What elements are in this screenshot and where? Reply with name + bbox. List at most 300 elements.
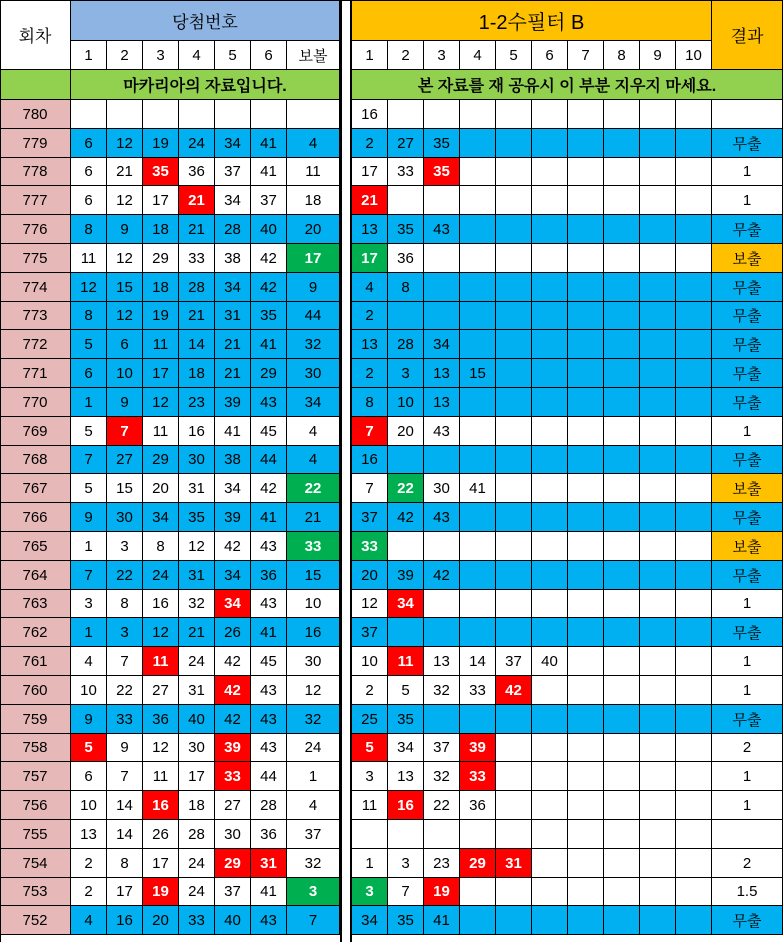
filter-number-cell: [640, 791, 676, 820]
filter-number-cell: [640, 359, 676, 388]
filter-number-cell: [568, 244, 604, 273]
bonus-number-cell: 1: [287, 762, 340, 791]
winning-number-cell: 7: [107, 762, 143, 791]
filter-number-cell: 10: [352, 647, 388, 676]
banner-left: 마카리아의 자료입니다.: [71, 70, 340, 100]
filter-number-cell: [640, 330, 676, 359]
winning-number-cell: 22: [107, 676, 143, 705]
filter-number-cell: [604, 100, 640, 129]
filter-number-cell: [604, 647, 640, 676]
winning-number-cell: 17: [107, 878, 143, 906]
winning-number-cell: 24: [179, 129, 215, 158]
winning-number-cell: 39: [215, 388, 251, 417]
round-cell: 768: [0, 446, 71, 474]
winning-number-cell: [215, 100, 251, 129]
filter-number-cell: [496, 215, 532, 244]
filter-number-cell: [676, 129, 712, 158]
filter-number-cell: 1: [352, 849, 388, 878]
winning-number-cell: 39: [215, 734, 251, 762]
filter-number-cell: [640, 849, 676, 878]
result-cell: 무출: [712, 330, 783, 359]
filter-number-cell: [568, 590, 604, 618]
round-cell: 760: [0, 676, 71, 705]
filter-number-cell: 37: [496, 647, 532, 676]
filter-number-cell: 11: [388, 647, 424, 676]
winning-number-cell: 20: [143, 474, 179, 503]
filter-number-cell: [568, 705, 604, 734]
round-cell: 759: [0, 705, 71, 734]
winning-number-cell: 18: [143, 273, 179, 302]
winning-number-cell: 8: [143, 532, 179, 561]
filter-number-cell: 23: [424, 849, 460, 878]
filter-number-cell: [532, 330, 568, 359]
winning-number-cell: 24: [179, 878, 215, 906]
filter-number-cell: [496, 359, 532, 388]
winning-number-cell: 11: [143, 330, 179, 359]
filter-number-cell: [604, 618, 640, 647]
filter-number-cell: [460, 590, 496, 618]
winning-number-cell: 12: [143, 618, 179, 647]
filter-col-header: 3: [424, 41, 460, 70]
filter-number-cell: [496, 503, 532, 532]
filter-col-header: 2: [388, 41, 424, 70]
filter-number-cell: [532, 532, 568, 561]
filter-number-cell: [460, 705, 496, 734]
filter-number-cell: [424, 302, 460, 330]
winning-number-cell: 30: [107, 503, 143, 532]
filter-number-cell: 13: [352, 330, 388, 359]
winning-number-cell: 17: [143, 186, 179, 215]
winning-number-cell: 37: [215, 878, 251, 906]
filter-col-header: 9: [640, 41, 676, 70]
filter-number-cell: [568, 676, 604, 705]
filter-number-cell: [676, 215, 712, 244]
result-cell: 1: [712, 676, 783, 705]
result-cell: 1: [712, 791, 783, 820]
filter-number-cell: [676, 359, 712, 388]
winning-number-cell: 34: [215, 474, 251, 503]
winning-number-cell: 30: [215, 820, 251, 849]
filter-number-cell: 43: [424, 215, 460, 244]
filter-number-cell: [568, 820, 604, 849]
winning-number-cell: 35: [251, 302, 287, 330]
winning-number-cell: 43: [251, 590, 287, 618]
winning-number-cell: 12: [107, 302, 143, 330]
winning-number-cell: 41: [251, 158, 287, 186]
winning-number-cell: 42: [215, 647, 251, 676]
winning-number-cell: 21: [179, 618, 215, 647]
winning-number-cell: 26: [143, 820, 179, 849]
filter-number-cell: [676, 791, 712, 820]
filter-number-cell: [496, 273, 532, 302]
filter-number-cell: [604, 906, 640, 935]
filter-number-cell: [496, 878, 532, 906]
filter-number-cell: [568, 100, 604, 129]
filter-number-cell: [460, 417, 496, 446]
filter-col-header: 1: [352, 41, 388, 70]
winning-number-cell: 3: [71, 590, 107, 618]
winning-number-cell: 44: [251, 446, 287, 474]
filter-number-cell: 34: [424, 330, 460, 359]
filter-number-cell: [532, 762, 568, 791]
filter-number-cell: [676, 618, 712, 647]
round-cell: 766: [0, 503, 71, 532]
winning-number-cell: 38: [215, 446, 251, 474]
winning-number-cell: 6: [107, 330, 143, 359]
round-cell: 772: [0, 330, 71, 359]
filter-number-cell: [568, 762, 604, 791]
winning-number-cell: 28: [179, 273, 215, 302]
filter-number-cell: 27: [388, 129, 424, 158]
winning-number-cell: 7: [107, 647, 143, 676]
filter-number-cell: [532, 474, 568, 503]
filter-number-cell: [640, 244, 676, 273]
filter-number-cell: 3: [388, 849, 424, 878]
winning-number-cell: 30: [179, 734, 215, 762]
filter-number-cell: 17: [352, 158, 388, 186]
result-cell: 2: [712, 734, 783, 762]
round-cell: 764: [0, 561, 71, 590]
round-cell: 780: [0, 100, 71, 129]
filter-number-cell: [496, 791, 532, 820]
filter-number-cell: 32: [424, 676, 460, 705]
filter-number-cell: [604, 676, 640, 705]
filter-number-cell: [568, 532, 604, 561]
filter-number-cell: [604, 705, 640, 734]
winning-col-header: 2: [107, 41, 143, 70]
filter-number-cell: [676, 100, 712, 129]
winning-number-cell: 41: [251, 878, 287, 906]
filter-number-cell: [460, 561, 496, 590]
bonus-number-cell: 4: [287, 417, 340, 446]
filter-number-cell: 37: [424, 734, 460, 762]
round-cell: 770: [0, 388, 71, 417]
filter-number-cell: 7: [352, 474, 388, 503]
filter-number-cell: [676, 503, 712, 532]
filter-number-cell: [676, 676, 712, 705]
winning-number-cell: 33: [179, 906, 215, 935]
filter-number-cell: [532, 561, 568, 590]
result-cell: 무출: [712, 503, 783, 532]
bonus-number-cell: 7: [287, 906, 340, 935]
filter-number-cell: [604, 244, 640, 273]
filter-number-cell: 34: [352, 906, 388, 935]
filter-number-cell: [568, 734, 604, 762]
round-cell: 777: [0, 186, 71, 215]
filter-number-cell: [460, 186, 496, 215]
filter-number-cell: 28: [388, 330, 424, 359]
filter-number-cell: [388, 302, 424, 330]
filter-number-cell: [424, 705, 460, 734]
filter-number-cell: [568, 446, 604, 474]
filter-number-cell: [568, 417, 604, 446]
winning-number-cell: 43: [251, 734, 287, 762]
round-cell: 776: [0, 215, 71, 244]
filter-number-cell: [532, 734, 568, 762]
winning-number-cell: 36: [251, 561, 287, 590]
winning-number-cell: 24: [179, 647, 215, 676]
filter-number-cell: 16: [352, 446, 388, 474]
filter-number-cell: [388, 532, 424, 561]
filter-number-cell: [676, 330, 712, 359]
filter-number-cell: 12: [352, 590, 388, 618]
result-cell: 무출: [712, 302, 783, 330]
filter-number-cell: [604, 417, 640, 446]
result-cell: 보출: [712, 244, 783, 273]
filter-number-cell: [568, 561, 604, 590]
filter-number-cell: [460, 330, 496, 359]
round-cell: 756: [0, 791, 71, 820]
filter-number-cell: [424, 100, 460, 129]
round-cell: 775: [0, 244, 71, 273]
round-cell: 753: [0, 878, 71, 906]
winning-col-header: 보볼: [287, 41, 340, 70]
bonus-number-cell: 37: [287, 820, 340, 849]
round-cell: 761: [0, 647, 71, 676]
winning-number-cell: 12: [143, 734, 179, 762]
winning-number-cell: 1: [71, 388, 107, 417]
winning-number-cell: 36: [143, 705, 179, 734]
winning-number-cell: 42: [215, 705, 251, 734]
result-cell: 무출: [712, 273, 783, 302]
filter-number-cell: 16: [388, 791, 424, 820]
winning-number-cell: 1: [71, 532, 107, 561]
winning-number-cell: 8: [107, 590, 143, 618]
winning-number-cell: 17: [179, 762, 215, 791]
winning-number-cell: 29: [143, 446, 179, 474]
filter-number-cell: [640, 561, 676, 590]
filter-number-cell: 10: [388, 388, 424, 417]
filter-number-cell: 33: [460, 762, 496, 791]
winning-number-cell: 6: [71, 158, 107, 186]
winning-number-cell: 21: [215, 330, 251, 359]
filter-number-cell: [568, 273, 604, 302]
filter-number-cell: [640, 647, 676, 676]
filter-number-cell: [460, 446, 496, 474]
filter-number-cell: 5: [388, 676, 424, 705]
winning-number-cell: 5: [71, 734, 107, 762]
filter-number-cell: [640, 734, 676, 762]
winning-number-cell: 9: [107, 388, 143, 417]
filter-number-cell: [532, 503, 568, 532]
winning-number-cell: 31: [179, 561, 215, 590]
filter-number-cell: [640, 503, 676, 532]
filter-number-cell: [604, 359, 640, 388]
filter-number-cell: 22: [424, 791, 460, 820]
result-cell: 1: [712, 762, 783, 791]
filter-number-cell: 35: [388, 215, 424, 244]
winning-number-cell: [71, 100, 107, 129]
winning-number-cell: 34: [215, 561, 251, 590]
bonus-number-cell: 22: [287, 474, 340, 503]
winning-number-cell: 34: [143, 503, 179, 532]
result-cell: 무출: [712, 561, 783, 590]
filter-number-cell: [676, 561, 712, 590]
winning-number-cell: 41: [251, 503, 287, 532]
filter-number-cell: [640, 129, 676, 158]
winning-number-cell: 2: [71, 878, 107, 906]
winning-number-cell: 18: [179, 791, 215, 820]
bonus-number-cell: 4: [287, 446, 340, 474]
filter-number-cell: [496, 186, 532, 215]
result-cell: 무출: [712, 388, 783, 417]
bonus-number-cell: 17: [287, 244, 340, 273]
winning-number-cell: 21: [215, 359, 251, 388]
filter-number-cell: [532, 791, 568, 820]
winning-number-cell: 42: [251, 474, 287, 503]
filter-number-cell: 13: [424, 359, 460, 388]
filter-number-cell: 35: [388, 705, 424, 734]
filter-number-cell: [676, 590, 712, 618]
filter-number-cell: [568, 359, 604, 388]
filter-number-cell: [676, 705, 712, 734]
winning-number-cell: 28: [251, 791, 287, 820]
winning-number-cell: 6: [71, 762, 107, 791]
bonus-number-cell: 32: [287, 705, 340, 734]
filter-number-cell: 13: [424, 647, 460, 676]
top-border: [0, 0, 783, 1]
filter-number-cell: 2: [352, 359, 388, 388]
bonus-number-cell: 10: [287, 590, 340, 618]
round-cell: 763: [0, 590, 71, 618]
winning-number-cell: 28: [179, 820, 215, 849]
filter-number-cell: [388, 186, 424, 215]
filter-number-cell: [604, 186, 640, 215]
filter-number-cell: [424, 532, 460, 561]
winning-number-cell: 6: [71, 129, 107, 158]
filter-number-cell: 13: [424, 388, 460, 417]
filter-number-cell: [532, 705, 568, 734]
filter-number-cell: [640, 273, 676, 302]
filter-number-cell: [640, 388, 676, 417]
filter-number-cell: [604, 503, 640, 532]
winning-number-cell: 12: [107, 186, 143, 215]
winning-number-cell: 12: [107, 129, 143, 158]
filter-number-cell: [496, 762, 532, 791]
filter-number-cell: 37: [352, 503, 388, 532]
filter-number-cell: 36: [460, 791, 496, 820]
filter-number-cell: [568, 215, 604, 244]
filter-number-cell: [640, 158, 676, 186]
winning-number-cell: 18: [143, 215, 179, 244]
winning-number-cell: 11: [143, 647, 179, 676]
filter-number-cell: 21: [352, 186, 388, 215]
filter-number-cell: [496, 561, 532, 590]
filter-number-cell: [388, 618, 424, 647]
filter-number-cell: [640, 705, 676, 734]
winning-number-cell: 9: [71, 503, 107, 532]
filter-number-cell: [460, 273, 496, 302]
filter-number-cell: 33: [388, 158, 424, 186]
winning-number-cell: 12: [179, 532, 215, 561]
winning-number-cell: 35: [179, 503, 215, 532]
filter-number-cell: [532, 618, 568, 647]
filter-number-cell: [496, 100, 532, 129]
round-cell: 769: [0, 417, 71, 446]
bonus-number-cell: 32: [287, 849, 340, 878]
filter-number-cell: [496, 705, 532, 734]
bonus-number-cell: 32: [287, 330, 340, 359]
result-cell: 보출: [712, 532, 783, 561]
winning-number-cell: 7: [71, 561, 107, 590]
winning-number-cell: 10: [71, 676, 107, 705]
filter-number-cell: [604, 849, 640, 878]
winning-number-cell: 42: [215, 676, 251, 705]
winning-number-cell: 41: [215, 417, 251, 446]
banner-right: 본 자료를 재 공유시 이 부분 지우지 마세요.: [352, 70, 783, 100]
winning-number-cell: 43: [251, 676, 287, 705]
filter-number-cell: [496, 129, 532, 158]
result-cell: 보출: [712, 474, 783, 503]
bonus-number-cell: 21: [287, 503, 340, 532]
filter-number-cell: [496, 330, 532, 359]
winning-number-cell: [107, 100, 143, 129]
filter-number-cell: 17: [352, 244, 388, 273]
filter-number-cell: [640, 618, 676, 647]
filter-number-cell: [496, 906, 532, 935]
winning-number-cell: 8: [107, 849, 143, 878]
filter-number-cell: [568, 906, 604, 935]
filter-number-cell: [532, 878, 568, 906]
filter-number-cell: 14: [460, 647, 496, 676]
winning-number-cell: 15: [107, 474, 143, 503]
filter-number-cell: 42: [496, 676, 532, 705]
filter-number-cell: 13: [388, 762, 424, 791]
winning-number-cell: 14: [107, 820, 143, 849]
bonus-number-cell: 18: [287, 186, 340, 215]
filter-number-cell: [568, 503, 604, 532]
result-cell: 1: [712, 158, 783, 186]
winning-number-cell: 1: [71, 618, 107, 647]
winning-number-cell: 9: [107, 734, 143, 762]
result-cell: [712, 100, 783, 129]
winning-number-cell: 33: [215, 762, 251, 791]
winning-number-cell: 8: [71, 302, 107, 330]
filter-number-cell: [676, 446, 712, 474]
winning-number-cell: 5: [71, 417, 107, 446]
filter-number-cell: 19: [424, 878, 460, 906]
filter-number-cell: [676, 820, 712, 849]
winning-number-cell: 6: [71, 359, 107, 388]
filter-number-cell: [568, 849, 604, 878]
filter-number-cell: 40: [532, 647, 568, 676]
winning-col-header: 1: [71, 41, 107, 70]
filter-number-cell: [460, 129, 496, 158]
filter-number-cell: [532, 359, 568, 388]
filter-number-cell: [532, 273, 568, 302]
winning-number-cell: 21: [179, 186, 215, 215]
filter-number-cell: [604, 532, 640, 561]
filter-number-cell: 29: [460, 849, 496, 878]
winning-number-cell: 2: [71, 849, 107, 878]
bonus-number-cell: 3: [287, 878, 340, 906]
filter-number-cell: [676, 849, 712, 878]
filter-number-cell: [460, 503, 496, 532]
winning-number-cell: 12: [143, 388, 179, 417]
filter-number-cell: [388, 820, 424, 849]
filter-number-cell: [568, 388, 604, 417]
bonus-number-cell: 34: [287, 388, 340, 417]
filter-number-cell: [640, 302, 676, 330]
filter-number-cell: 36: [388, 244, 424, 273]
filter-number-cell: [568, 158, 604, 186]
filter-number-cell: [640, 417, 676, 446]
winning-number-cell: [143, 100, 179, 129]
winning-number-cell: 7: [107, 417, 143, 446]
filter-number-cell: [532, 417, 568, 446]
filter-col-header: 6: [532, 41, 568, 70]
bonus-number-cell: 20: [287, 215, 340, 244]
